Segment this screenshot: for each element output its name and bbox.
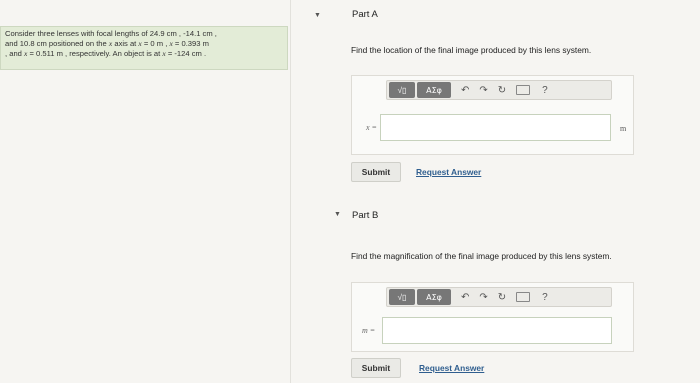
column-divider <box>290 0 291 383</box>
part-a-title[interactable]: Part A <box>352 9 378 20</box>
part-b-request-answer-link[interactable]: Request Answer <box>419 363 485 373</box>
part-a-unit-label: m <box>620 124 627 133</box>
help-icon[interactable]: ? <box>542 84 548 96</box>
part-b-title[interactable]: Part B <box>352 210 379 221</box>
templates-button[interactable]: √▯ <box>389 289 415 305</box>
symbols-button[interactable]: ΑΣφ <box>417 289 451 305</box>
part-a-submit-button[interactable]: Submit <box>351 162 401 182</box>
keyboard-icon[interactable] <box>516 292 530 302</box>
problem-statement <box>0 26 288 70</box>
undo-icon[interactable]: ↶ <box>461 291 470 303</box>
problem-text: Consider three lenses with focal lengths of 24.9 cm , -14.1 cm , and 10.8 cm positioned on the x axis at x = 0 m , x = 0.393 m , and x = 0.511 m , respectively. An object is at x = -124 cm . <box>5 29 217 59</box>
collapse-caret-icon[interactable]: ▼ <box>314 12 321 19</box>
redo-icon[interactable]: ↷ <box>479 291 488 303</box>
part-a-math-toolbar <box>386 80 612 100</box>
part-b-answer-input[interactable] <box>382 317 612 344</box>
templates-button[interactable]: √▯ <box>389 82 415 98</box>
collapse-caret-icon[interactable]: ▼ <box>334 211 341 218</box>
part-a-answer-input[interactable] <box>380 114 611 141</box>
part-b-question: Find the magnification of the final image produced by this lens system. <box>351 251 612 261</box>
reset-icon[interactable]: ↻ <box>497 84 507 96</box>
help-icon[interactable]: ? <box>542 291 548 303</box>
part-b-variable-label: m = <box>362 326 376 335</box>
reset-icon[interactable]: ↻ <box>497 291 507 303</box>
part-a-question: Find the location of the final image produced by this lens system. <box>351 45 592 55</box>
undo-icon[interactable]: ↶ <box>461 84 470 96</box>
keyboard-icon[interactable] <box>516 85 530 95</box>
redo-icon[interactable]: ↷ <box>479 84 488 96</box>
part-b-math-toolbar <box>386 287 612 307</box>
symbols-button[interactable]: ΑΣφ <box>417 82 451 98</box>
part-b-submit-button[interactable]: Submit <box>351 358 401 378</box>
part-a-request-answer-link[interactable]: Request Answer <box>416 167 482 177</box>
part-a-variable-label: x = <box>366 123 377 132</box>
